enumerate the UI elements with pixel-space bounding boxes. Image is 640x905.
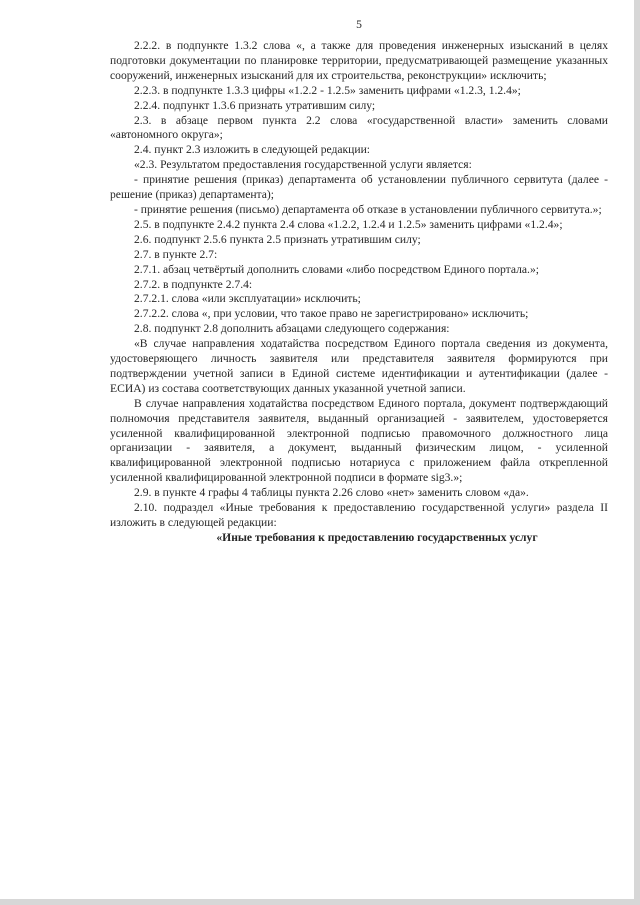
- paragraph-2-7-2-2: 2.7.2.2. слова «, при условии, что такое право не зарегистрировано» исключить;: [134, 307, 529, 321]
- paragraph-2-7: 2.7. в пункте 2.7:: [134, 247, 218, 261]
- paragraph-2-10: 2.10. подраздел «Иные требования к предоставлению государственной услуги» раздела II изложить в следующей редакции:: [110, 501, 608, 529]
- paragraph-2-3: 2.3. в абзаце первом пункта 2.2 слова «государственной власти» заменить словами «автономного округа»;: [110, 113, 608, 142]
- paragraph-2-2-3: 2.2.3. в подпункте 1.3.3 цифры «1.2.2 - 1.2.5» заменить цифрами «1.2.3, 1.2.4»;: [134, 83, 521, 97]
- paragraph-esia: «В случае направления ходатайства посредством Единого портала сведения из документа, удостоверяющего личность заявителя или представителя заявителя формируются при подтверждении учетной записи в Единой системе идентификации и аутентификации (далее - ЕСИА) из состава соответствующих данных указанной учетной записи.: [110, 337, 608, 395]
- subsection-heading: «Иные требования к предоставлению государственных услуг: [216, 530, 538, 544]
- paragraph-2-5: 2.5. в подпункте 2.4.2 пункта 2.4 слова «1.2.2, 1.2.4 и 1.2.5» заменить цифрами «1.2.4»;: [134, 217, 563, 231]
- paragraph-quote-2-3: «2.3. Результатом предоставления государственной услуги является:: [134, 158, 472, 172]
- paragraph-2-7-2-1: 2.7.2.1. слова «или эксплуатации» исключить;: [134, 292, 361, 306]
- document-body: [110, 18, 608, 546]
- paragraph-2-6: 2.6. подпункт 2.5.6 пункта 2.5 признать утратившим силу;: [134, 232, 421, 246]
- paragraph-2-9: 2.9. в пункте 4 графы 4 таблицы пункта 2.26 слово «нет» заменить словом «да».: [134, 486, 529, 500]
- paragraph-2-2-4: 2.2.4. подпункт 1.3.6 признать утратившим силу;: [134, 98, 376, 112]
- paragraph-decision-establish: - принятие решения (приказ) департамента об установлении публичного сервитута (далее - решение (приказ) департамента);: [110, 173, 608, 202]
- paragraph-2-7-2: 2.7.2. в подпункте 2.7.4:: [134, 277, 253, 291]
- paragraph-2-7-1: 2.7.1. абзац четвёртый дополнить словами «либо посредством Единого портала.»;: [134, 262, 539, 276]
- paragraph-2-8: 2.8. подпункт 2.8 дополнить абзацами следующего содержания:: [134, 322, 450, 336]
- paragraph-2-2-2: 2.2.2. в подпункте 1.3.2 слова «, а также для проведения инженерных изысканий в целях подготовки документации по планировке территории, предусматривающей размещение указанных сооружений, инженерных изысканий для их строительства, реконструкции» исключить;: [110, 39, 608, 82]
- page-number: 5: [356, 18, 362, 31]
- paragraph-2-4: 2.4. пункт 2.3 изложить в следующей редакции:: [134, 143, 371, 157]
- paragraph-signature: В случае направления ходатайства посредством Единого портала, документ подтверждающий полномочия представителя заявителя, выданный организацией - заявителем, удостоверяется усиленной квалифицированной электронной подписью правомочного должностного лица организации - заявителя, а документ, выданный физическим лицом, - усиленной квалифицированной электронной подписью нотариуса с приложением файла открепленной усиленной квалифицированной электронной подписи в формате sig3.»;: [110, 396, 608, 485]
- paragraph-decision-refuse: - принятие решения (письмо) департамента об отказе в установлении публичного сервитута.»;: [134, 202, 602, 216]
